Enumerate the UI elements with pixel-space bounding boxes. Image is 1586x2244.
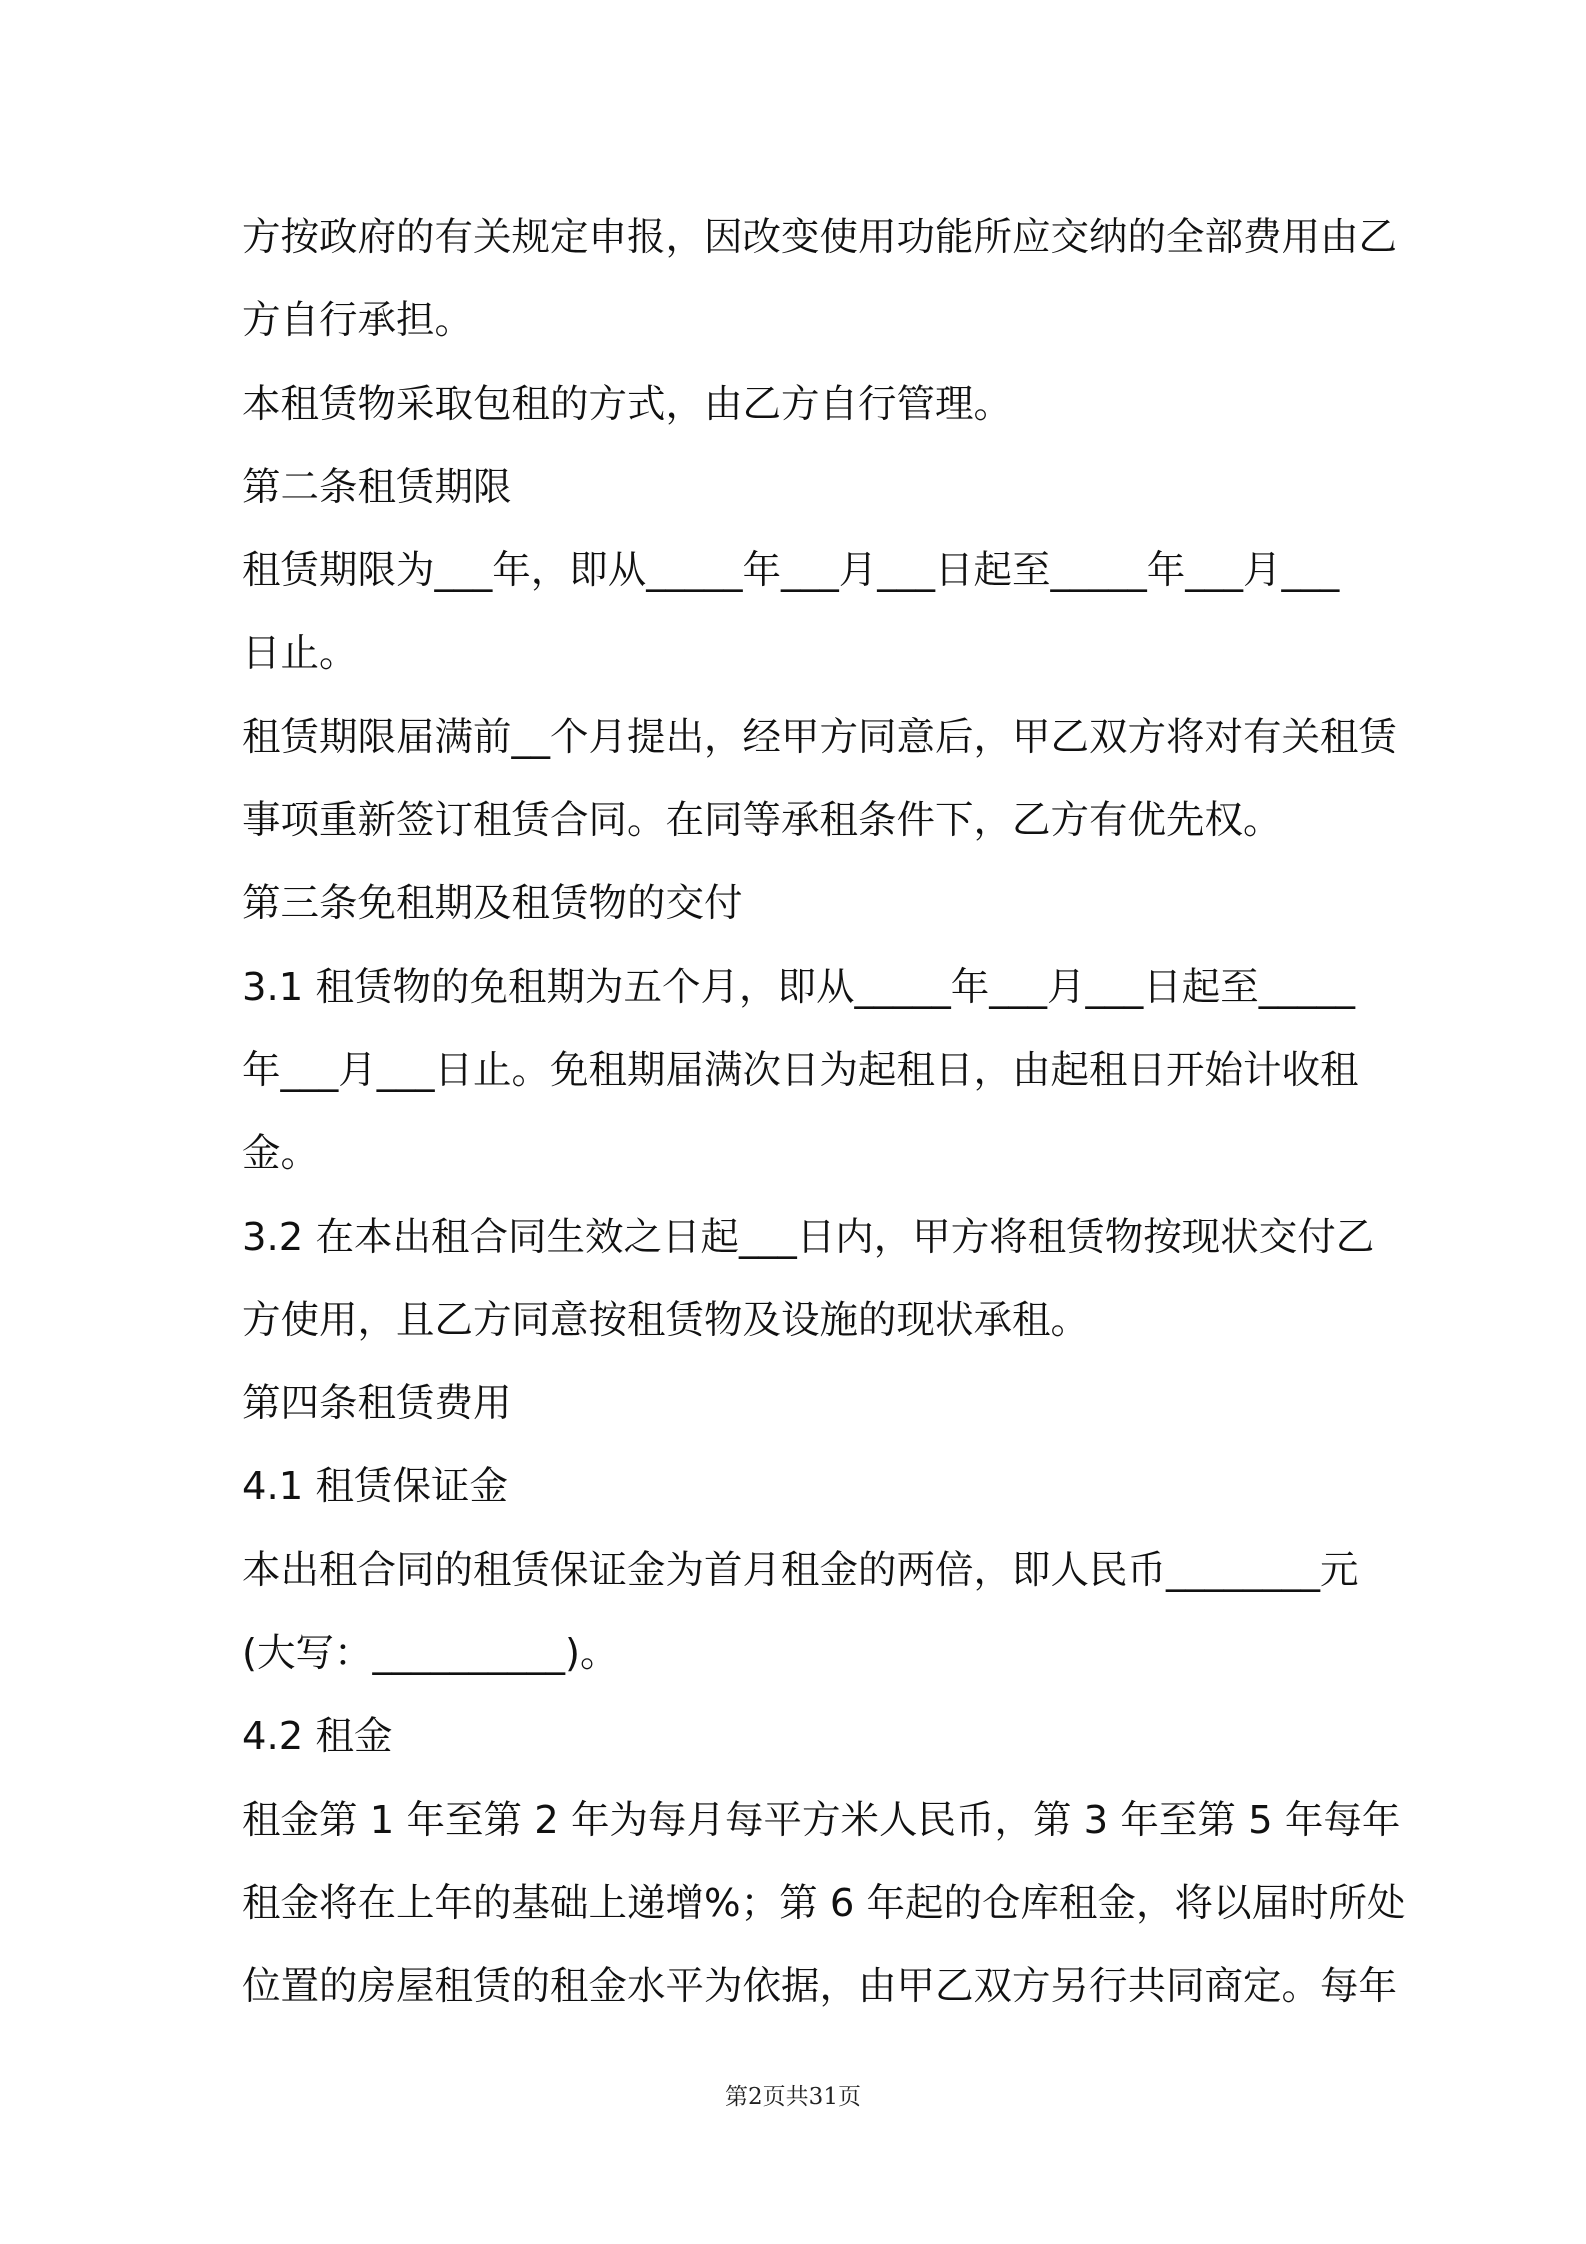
text-line: 事项重新签订租赁合同。在同等承租条件下，乙方有优先权。 xyxy=(242,798,1282,844)
text-line: 方自行承担。 xyxy=(242,298,474,344)
section-heading: 第四条租赁费用 xyxy=(242,1381,512,1427)
text-line: 位置的房屋租赁的租金水平为依据，由甲乙双方另行共同商定。每年 xyxy=(242,1964,1398,2010)
text-line: 3.2 在本出租合同生效之日起___日内，甲方将租赁物按现状交付乙 xyxy=(242,1214,1375,1260)
text-line: 本租赁物采取包租的方式，由乙方自行管理。 xyxy=(242,381,1013,427)
text-line: 金。 xyxy=(242,1131,320,1177)
section-heading: 第三条免租期及租赁物的交付 xyxy=(242,881,743,927)
text-line: 租金第 1 年至第 2 年为每月每平方米人民币，第 3 年至第 5 年每年 xyxy=(242,1797,1401,1843)
text-line: 日止。 xyxy=(242,631,358,677)
text-line: 方使用，且乙方同意按租赁物及设施的现状承租。 xyxy=(242,1297,1090,1343)
text-line: 方按政府的有关规定申报，因改变使用功能所应交纳的全部费用由乙 xyxy=(242,215,1398,260)
page-number: 第2页共31页 xyxy=(725,2084,861,2110)
text-line: 本出租合同的租赁保证金为首月租金的两倍，即人民币________元 xyxy=(242,1547,1359,1593)
text-line: 租赁期限届满前__个月提出，经甲方同意后，甲乙双方将对有关租赁 xyxy=(242,714,1398,760)
subsection-heading: 4.1 租赁保证金 xyxy=(242,1464,508,1510)
contract-body xyxy=(242,196,1406,2029)
text-line: 租金将在上年的基础上递增%；第 6 年起的仓库租金，将以届时所处 xyxy=(242,1880,1406,1926)
text-line: (大写：__________)。 xyxy=(242,1631,619,1677)
section-heading: 第二条租赁期限 xyxy=(242,464,512,510)
text-line: 年___月___日止。免租期届满次日为起租日，由起租日开始计收租 xyxy=(242,1047,1359,1093)
text-line: 租赁期限为___年，即从_____年___月___日起至_____年___月___ xyxy=(242,548,1340,594)
subsection-heading: 4.2 租金 xyxy=(242,1714,393,1760)
text-line: 3.1 租赁物的免租期为五个月，即从_____年___月___日起至_____ xyxy=(242,964,1355,1010)
